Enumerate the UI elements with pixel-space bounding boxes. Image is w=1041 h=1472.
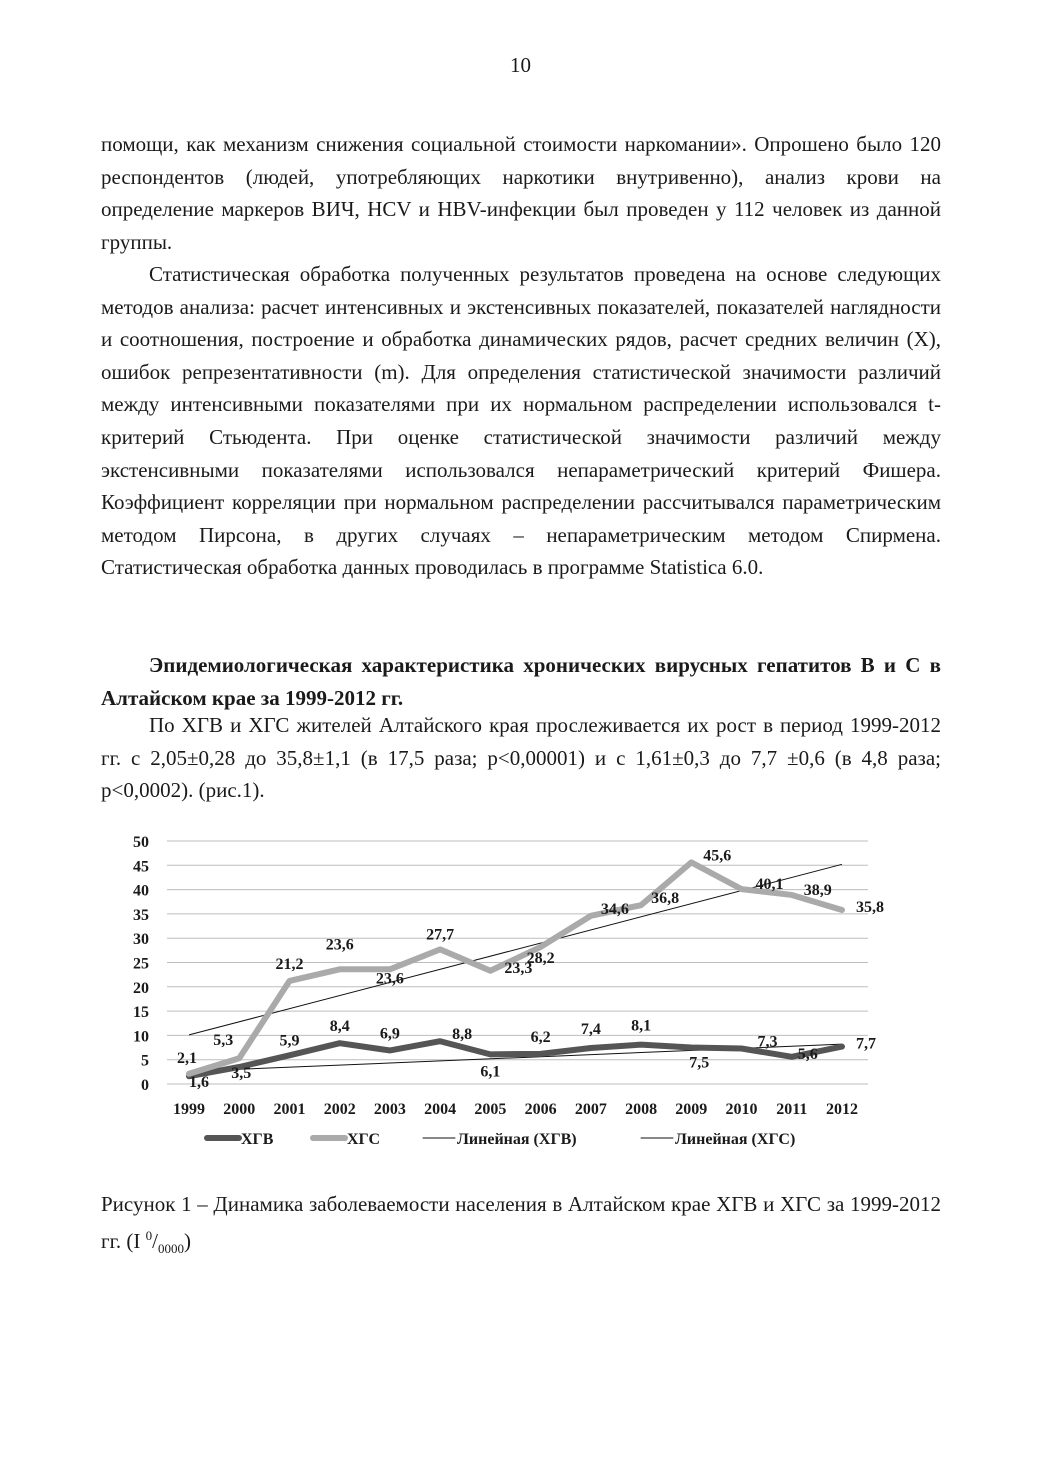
caption-sub: 0000 — [157, 1241, 184, 1257]
caption-sup: 0 — [145, 1228, 153, 1243]
data-point — [740, 1047, 744, 1051]
data-label: 6,1 — [480, 1063, 501, 1081]
x-tick-label: 2000 — [223, 1101, 256, 1118]
data-label: 36,8 — [651, 890, 680, 908]
y-tick-label: 20 — [133, 979, 149, 997]
y-tick-label: 35 — [133, 906, 149, 924]
x-tick-label: 1999 — [173, 1101, 205, 1118]
y-tick-label: 5 — [141, 1052, 149, 1070]
x-tick-label: 2009 — [675, 1101, 708, 1118]
legend-label: Линейная (ХГВ) — [457, 1131, 577, 1148]
data-label: 8,1 — [631, 1017, 652, 1035]
data-point — [840, 908, 844, 912]
data-point — [740, 887, 744, 891]
data-point — [438, 1039, 442, 1043]
data-point — [639, 1043, 643, 1047]
data-point — [589, 1046, 593, 1050]
data-label: 5,6 — [797, 1045, 818, 1063]
paragraph-results — [101, 709, 941, 807]
data-label: 7,3 — [757, 1033, 778, 1051]
x-tick-label: 2001 — [273, 1101, 306, 1118]
y-tick-label: 10 — [133, 1028, 149, 1046]
x-tick-label: 2005 — [474, 1101, 507, 1118]
paragraph-text: По ХГВ и ХГС жителей Алтайского края прослеживается их рост в период 1999-2012 гг. с 2,05±0,28 до 35,8±1,1 (в 17,5 раза; p<0,00001) и с 1,61±0,3 до 7,7 ±0,6 (в 4,8 раза; p<0,0002). (рис.1). — [101, 713, 941, 803]
section-heading — [101, 649, 941, 714]
data-point — [287, 979, 291, 983]
y-tick-label: 0 — [141, 1077, 149, 1094]
data-label: 40,1 — [755, 876, 784, 894]
data-point — [438, 947, 442, 951]
data-label: 21,2 — [275, 955, 304, 973]
data-label: 28,2 — [526, 949, 555, 967]
page-number: 10 — [510, 53, 531, 77]
data-point — [539, 1052, 543, 1056]
incidence-chart — [101, 818, 941, 1168]
x-tick-label: 2012 — [826, 1101, 858, 1118]
caption-text: Рисунок 1 – Динамика заболеваемости населения в Алтайском крае ХГВ и ХГС за 1999-2012 гг. (I — [101, 1192, 941, 1253]
data-label: 38,9 — [803, 881, 832, 899]
data-label: 3,5 — [231, 1064, 252, 1082]
data-label: 23,6 — [375, 970, 404, 988]
figure-caption — [101, 1188, 941, 1265]
x-tick-label: 2007 — [574, 1101, 607, 1118]
data-label: 6,2 — [530, 1028, 551, 1046]
data-point — [488, 1052, 492, 1056]
paragraph-intro — [101, 128, 941, 258]
y-tick-label: 40 — [133, 882, 149, 900]
data-point — [589, 914, 593, 918]
data-label: 35,8 — [856, 899, 884, 917]
data-label: 8,4 — [329, 1018, 350, 1036]
x-tick-label: 2008 — [625, 1101, 658, 1118]
data-point — [689, 1046, 693, 1050]
data-point — [388, 1048, 392, 1052]
data-point — [539, 945, 543, 949]
data-point — [790, 893, 794, 897]
data-point — [287, 1053, 291, 1057]
data-label: 7,5 — [689, 1054, 710, 1072]
x-tick-label: 2010 — [725, 1101, 758, 1118]
legend-label: ХГС — [347, 1131, 381, 1148]
legend-label: Линейная (ХГС) — [675, 1131, 796, 1148]
paragraph-methods — [101, 258, 941, 584]
data-label: 6,9 — [379, 1025, 400, 1043]
data-label: 5,3 — [213, 1032, 234, 1050]
data-label: 7,4 — [580, 1021, 601, 1039]
data-point — [338, 967, 342, 971]
data-point — [639, 903, 643, 907]
x-tick-label: 2004 — [424, 1101, 457, 1118]
paragraph-text: Статистическая обработка полученных результатов проведена на основе следующих методов анализа: расчет интенсивных и экстенсивных показателей, показателей наглядности и соотношения, построение и обработка динамических рядов, расчет средних величин (X), ошибок репрезентативности (m). Для определения статистической значимости различий между интенсивными показателями при их нормальном распределении использовался t-критерий Стьюдента. При оценке статистической значимости различий между экстенсивными показателями использовался непараметрический критерий Фишера. Коэффициент корреляции при нормальном распределении рассчитывался параметрическим методом Пирсона, в других случаях – непараметрическим методом Спирмена. Статистическая обработка данных проводилась в программе Statistica 6.0. — [101, 262, 941, 580]
y-tick-label: 15 — [133, 1004, 149, 1022]
y-tick-label: 30 — [133, 931, 149, 949]
y-tick-label: 25 — [133, 955, 149, 973]
data-point — [338, 1041, 342, 1045]
data-label: 34,6 — [600, 900, 629, 918]
data-point — [790, 1055, 794, 1059]
legend-label: ХГВ — [241, 1131, 274, 1148]
y-tick-label: 50 — [133, 834, 149, 851]
caption-close: ) — [183, 1229, 191, 1253]
y-tick-label: 45 — [133, 858, 149, 876]
data-label: 23,6 — [325, 936, 354, 954]
x-tick-label: 2011 — [776, 1101, 808, 1118]
data-label: 2,1 — [177, 1049, 197, 1067]
paragraph-text: помощи, как механизм снижения социальной стоимости наркомании». Опрошено было 120 респондентов (людей, употребляющих наркотики внутривенно), анализ крови на определение маркеров ВИЧ, HCV и HBV-инфекции был проведен у 112 человек из данной группы. — [101, 132, 941, 254]
data-point — [840, 1045, 844, 1049]
data-point — [689, 860, 693, 864]
data-point — [488, 969, 492, 973]
caption-slash: / — [152, 1229, 158, 1253]
x-tick-label: 2002 — [323, 1101, 356, 1118]
heading-text: Эпидемиологическая характеристика хронических вирусных гепатитов В и С в Алтайском крае за 1999-2012 гг. — [101, 653, 941, 710]
data-label: 5,9 — [279, 1032, 300, 1050]
data-label: 27,7 — [426, 926, 455, 944]
data-label: 7,7 — [856, 1035, 876, 1053]
data-label: 45,6 — [703, 847, 732, 865]
x-tick-label: 2006 — [524, 1101, 557, 1118]
data-label: 23,3 — [504, 959, 533, 977]
data-label: 1,6 — [189, 1074, 209, 1092]
data-label: 8,8 — [452, 1026, 473, 1044]
x-tick-label: 2003 — [373, 1101, 406, 1118]
chart-svg — [101, 818, 941, 1168]
data-point — [237, 1056, 241, 1060]
